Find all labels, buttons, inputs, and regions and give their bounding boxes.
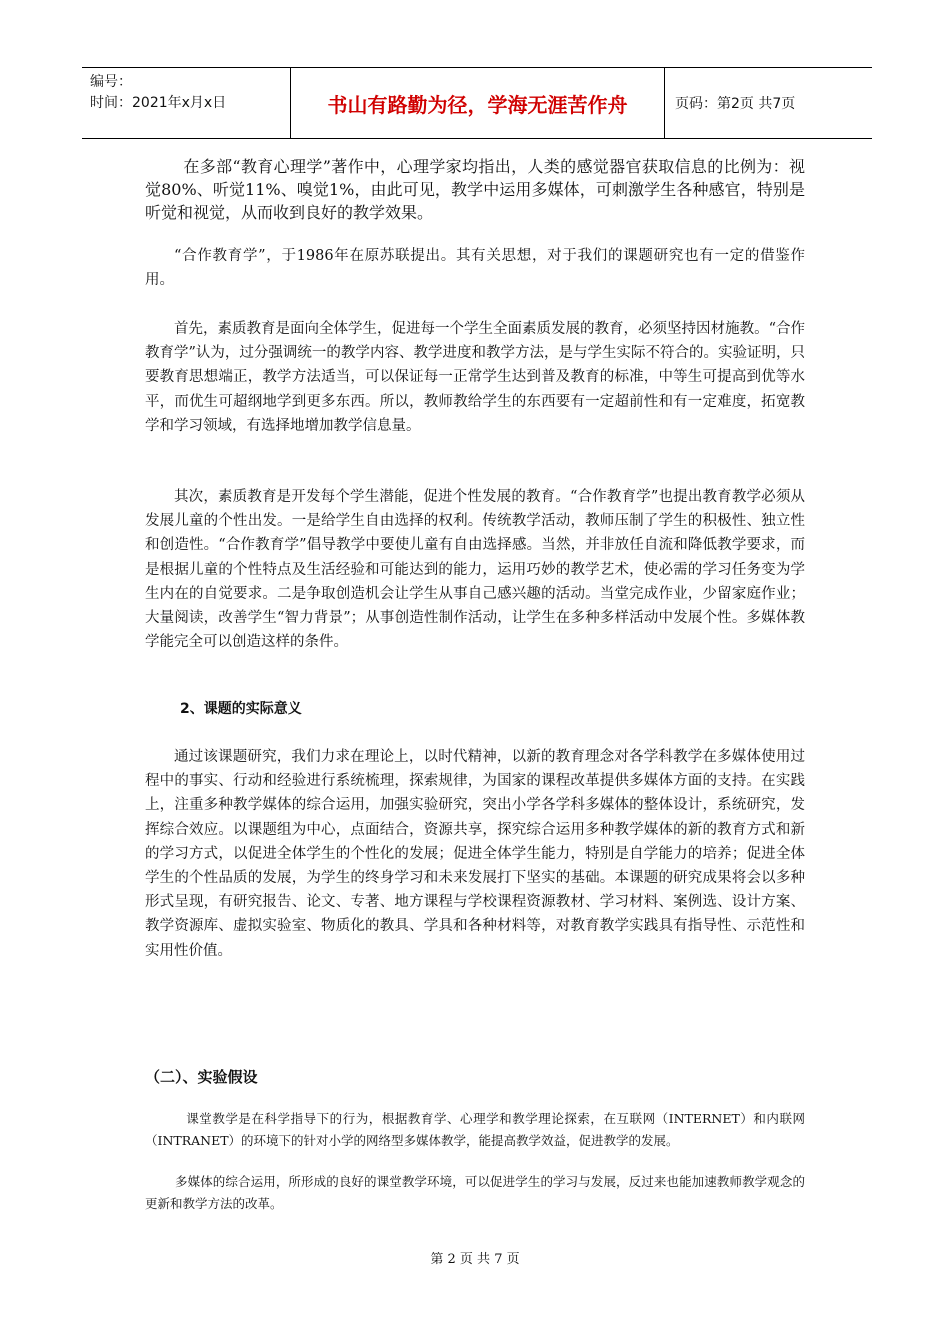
paragraph-second-point: 其次，素质教育是开发每个学生潜能，促进个性发展的教育。“合作教育学”也提出教育教学必须从发展儿童的个性出发。一是给学生自由选择的权利。传统教学活动，教师压制了学生的积极性、独立性和创造性。“合作教育学”倡导教学中要使儿童有自由选择感。当然，并非放任自流和降低教学要求，而是根据儿童的个性特点及生活经验和可能达到的能力，运用巧妙的教学艺术，使必需的学习任务变为学生内在的自觉要求。二是争取创造机会让学生从事自己感兴趣的活动。当堂完成作业，少留家庭作业；大量阅读，改善学生“智力背景”；从事创造性制作活动，让学生在多种多样活动中发展个性。多媒体教学能完全可以创造这样的条件。: [145, 489, 805, 651]
paragraph-practical-significance: 通过该课题研究，我们力求在理论上，以时代精神，以新的教育理念对各学科教学在多媒体使用过程中的事实、行动和经验进行系统梳理，探索规律，为国家的课程改革提供多媒体方面的支持。在实践上，注重多种教学媒体的综合运用，加强实验研究，突出小学各学科多媒体的整体设计，系统研究，发挥综合效应。以课题组为中心，点面结合，资源共享，探究综合运用多种教学媒体的新的教育方式和新的学习方式，以促进全体学生的个性化的发展；促进全体学生能力，特别是自学能力的培养；促进全体学生的个性品质的发展，为学生的终身学习和未来发展打下坚实的基础。本课题的研究成果将会以多种形式呈现，有研究报告、论文、专著、地方课程与学校课程资源教材、学习材料、案例选、设计方案、教学资源库、虚拟实验室、物质化的教具、学具和各种材料等，对教育教学实践具有指导性、示范性和实用性价值。: [145, 749, 805, 959]
page-footer: 第 2 页 共 7 页: [430, 1252, 520, 1267]
header-page-info: 页码：第2页 共7页: [675, 96, 796, 112]
section-heading-hypothesis: （二）、实验假设: [145, 1068, 258, 1086]
page-header: [82, 67, 872, 139]
doc-time-label: 时间：2021年x月x日: [90, 95, 227, 111]
paragraph-cooperative-education: “合作教育学”，于1986年在原苏联提出。其有关思想，对于我们的课题研究也有一定的借鉴作用。: [145, 248, 805, 289]
header-motto: 书山有路勤为径，学海无涯苦作舟: [290, 68, 665, 138]
doc-number-label: 编号：: [90, 74, 132, 90]
paragraph-first-point: 首先，素质教育是面向全体学生，促进每一个学生全面素质发展的教育，必须坚持因材施教。“合作教育学”认为，过分强调统一的教学内容、教学进度和教学方法，是与学生实际不符合的。实验证明，只要教育思想端正，教学方法适当，可以保证每一正常学生达到普及教育的标准，中等生可提高到优等水平，而优生可超纲地学到更多东西。所以，教师教给学生的东西要有一定超前性和有一定难度，拓宽教学和学习领域，有选择地增加教学信息量。: [145, 321, 805, 434]
paragraph-hypothesis-1: 课堂教学是在科学指导下的行为，根据教育学、心理学和教学理论探索，在互联网（INTERNET）和内联网（INTRANET）的环境下的针对小学的网络型多媒体教学，能提高教学效益，促进教学的发展。: [145, 1111, 805, 1148]
header-meta: [82, 68, 290, 138]
paragraph-perception-ratio: 在多部“教育心理学”著作中，心理学家均指出，人类的感觉器官获取信息的比例为：视觉80%、听觉11%、嗅觉1%，由此可见，教学中运用多媒体，可刺激学生各种感官，特别是听觉和视觉，从而收到良好的教学效果。: [145, 157, 805, 222]
paragraph-hypothesis-2: 多媒体的综合运用，所形成的良好的课堂教学环境，可以促进学生的学习与发展，反过来也能加速教师教学观念的更新和教学方法的改革。: [145, 1174, 805, 1211]
section-heading-practical-significance: 2、课题的实际意义: [180, 701, 302, 717]
